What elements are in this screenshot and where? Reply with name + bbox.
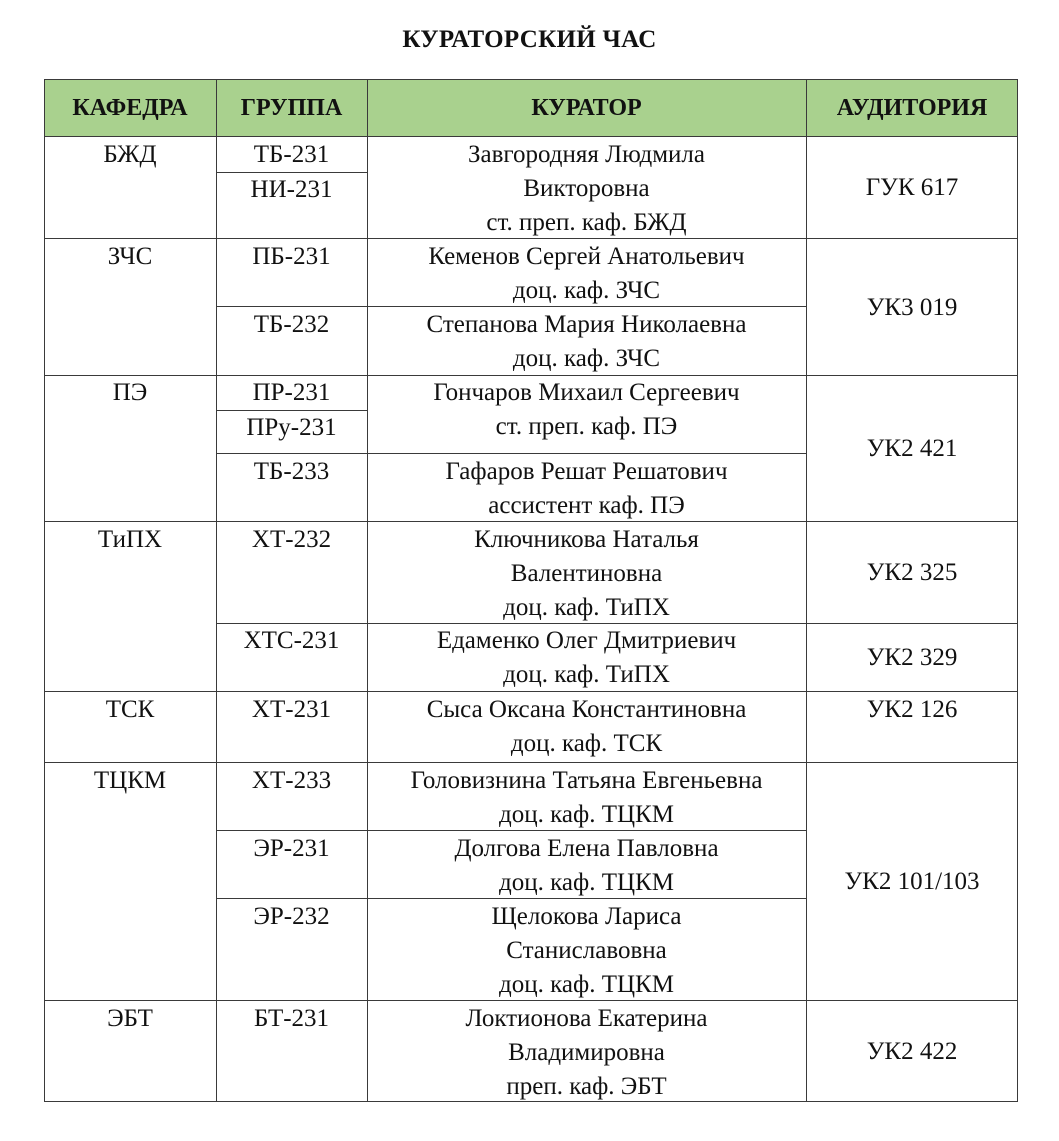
curator-cell: Локтионова Екатерина Владимировна преп. каф. ЭБТ — [465, 1005, 708, 1100]
table-border — [216, 898, 806, 899]
header-curator: КУРАТОР — [531, 94, 642, 121]
table-border — [216, 453, 806, 454]
table-border — [216, 623, 1018, 624]
header-group: ГРУППА — [240, 94, 343, 121]
curator-cell: Едаменко Олег Дмитриевич доц. каф. ТиПХ — [436, 627, 737, 688]
room-cell: УК3 019 — [866, 293, 958, 321]
table-border — [44, 79, 1018, 80]
curator-cell: Гончаров Михаил Сергеевич ст. преп. каф. ПЭ — [433, 379, 740, 440]
table-border — [1017, 79, 1018, 1102]
curator-cell: Степанова Мария Николаевна доц. каф. ЗЧС — [426, 311, 747, 372]
table-border — [44, 521, 1018, 522]
group-cell: БТ-231 — [253, 1005, 330, 1032]
group-cell: НИ-231 — [250, 176, 333, 203]
table-border — [216, 172, 367, 173]
curator-cell: Гафаров Решат Решатович ассистент каф. ПЭ — [445, 458, 728, 519]
table-border — [44, 238, 1018, 239]
table-border — [44, 136, 1018, 137]
department-cell: ПЭ — [112, 379, 148, 406]
table-border — [806, 79, 807, 1102]
table-border — [44, 691, 1018, 692]
room-cell: УК2 126 — [866, 696, 958, 723]
group-cell: ПБ-231 — [252, 243, 331, 270]
department-cell: ЗЧС — [107, 243, 153, 270]
group-cell: ПР-231 — [252, 379, 331, 406]
group-cell: ХТС-231 — [243, 627, 340, 654]
table-border — [44, 375, 1018, 376]
schedule-table — [44, 79, 1018, 1102]
table-border — [216, 410, 367, 411]
curator-cell: Головизнина Татьяна Евгеньевна доц. каф. ТЦКМ — [410, 767, 763, 828]
department-cell: ТЦКМ — [93, 767, 167, 794]
room-cell: УК2 325 — [866, 559, 958, 586]
department-cell: БЖД — [103, 141, 157, 168]
table-border — [216, 79, 217, 1102]
header-room: АУДИТОРИЯ — [836, 94, 988, 121]
header-department: КАФЕДРА — [72, 94, 188, 121]
department-cell: ТСК — [105, 696, 155, 723]
table-border — [44, 79, 45, 1102]
group-cell: ХТ-233 — [251, 767, 332, 794]
page-title: КУРАТОРСКИЙ ЧАС — [402, 26, 657, 53]
room-cell: УК2 329 — [866, 643, 958, 671]
group-cell: ХТ-231 — [251, 696, 332, 723]
group-cell: ЭР-232 — [253, 903, 330, 930]
curator-cell: Долгова Елена Павловна доц. каф. ТЦКМ — [454, 835, 719, 896]
group-cell: ЭР-231 — [253, 835, 330, 862]
room-cell: УК2 421 — [866, 434, 958, 462]
table-border — [367, 79, 368, 1102]
table-border — [44, 1101, 1018, 1102]
curator-cell: Сыса Оксана Константиновна доц. каф. ТСК — [426, 696, 747, 757]
curator-cell: Кеменов Сергей Анатольевич доц. каф. ЗЧС — [428, 243, 745, 304]
curator-cell: Завгородняя Людмила Викторовна ст. преп. каф. БЖД — [467, 141, 706, 236]
department-cell: ЭБТ — [107, 1005, 153, 1032]
group-cell: ТБ-232 — [253, 311, 330, 338]
table-border — [216, 306, 806, 307]
room-cell: УК2 101/103 — [844, 868, 980, 895]
group-cell: ПРу-231 — [246, 414, 337, 441]
group-cell: ТБ-233 — [253, 458, 330, 485]
table-border — [216, 830, 806, 831]
group-cell: ХТ-232 — [251, 526, 332, 553]
group-cell: ТБ-231 — [253, 141, 330, 168]
department-cell: ТиПХ — [97, 526, 163, 553]
curator-cell: Щелокова Лариса Станиславовна доц. каф. ТЦКМ — [491, 903, 682, 998]
table-border — [44, 1000, 1018, 1001]
room-cell: ГУК 617 — [865, 174, 959, 201]
room-cell: УК2 422 — [866, 1038, 958, 1065]
table-border — [44, 762, 1018, 763]
curator-cell: Ключникова Наталья Валентиновна доц. каф. ТиПХ — [474, 526, 699, 621]
